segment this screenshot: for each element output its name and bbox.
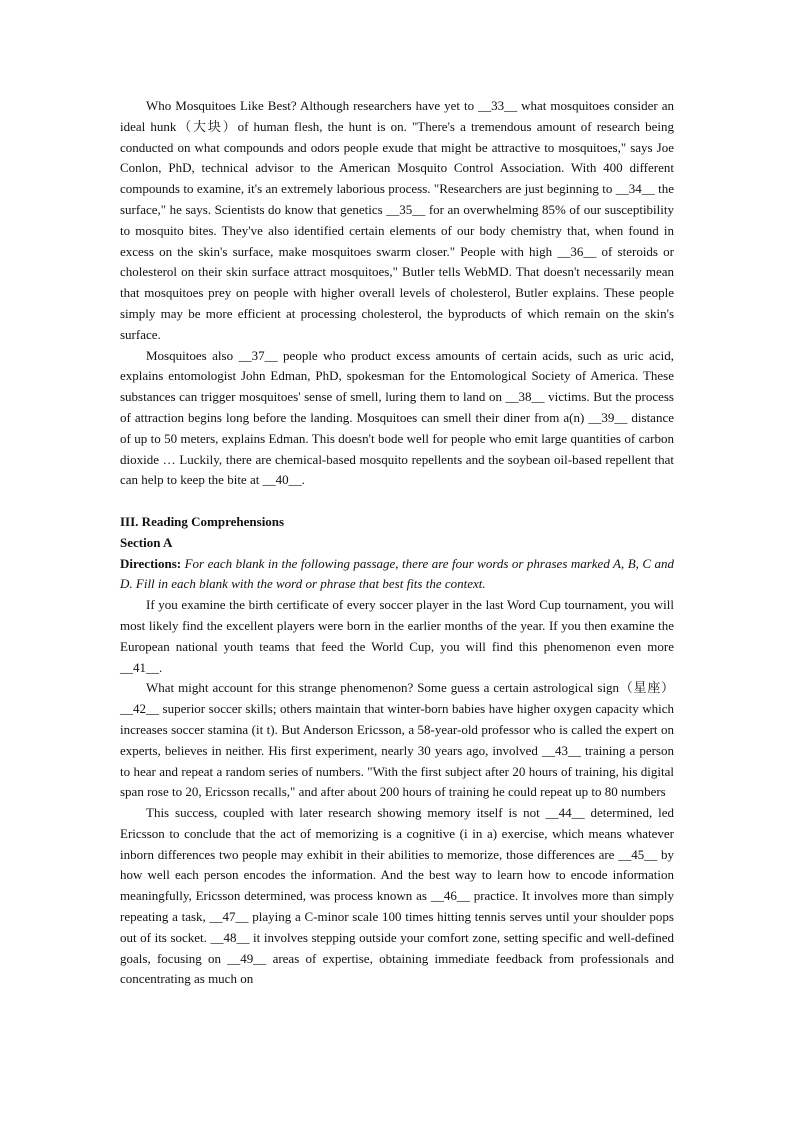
passage-a-paragraph-1: If you examine the birth certificate of every soccer player in the last Word Cup tournament, you will most likely find the excellent players were born in the earlier months of the year. If you then examine the European national youth teams that feed the World Cup, you will find this phenomenon even more __41__. bbox=[120, 597, 674, 675]
passage-a-paragraph-2: What might account for this strange phenomenon? Some guess a certain astrological sign（星座）__42__ superior soccer skills; others maintain that winter-born babies have higher oxygen capacity which increases soccer stamina (it t). But Anderson Ericsson, a 58-year-old professor who is called the expert on experts, believes in neither. His first experiment, nearly 30 years ago, involved __43__ training a person to hear and repeat a random series of numbers. "With the first subject after 20 hours of training, his digital span rose to 20, Ericsson recalls," and after about 200 hours of training he could repeat up to 80 numbers bbox=[120, 680, 674, 800]
cloze-paragraph-2: Mosquitoes also __37__ people who product excess amounts of certain acids, such as uric acid, explains entomologist John Edman, PhD, spokesman for the Entomological Society of America. These substances can trigger mosquitoes' sense of smell, luring them to land on __38__ victims. But the process of attraction begins long before the landing. Mosquitoes can smell their diner from a(n) __39__ distance of up to 50 meters, explains Edman. This doesn't bode well for people who emit large quantities of carbon dioxide … Luckily, there are chemical-based mosquito repellents and the soybean oil-based repellent that can help to keep the bite at __40__. bbox=[120, 347, 674, 488]
passage-a-paragraph-3: This success, coupled with later research showing memory itself is not __44__ determined, led Ericsson to conclude that the act of memorizing is a cognitive (i in a) exercise, which means whatever inborn differences two people may exhibit in their abilities to memorize, those differences are __45__ by how well each person encodes the information. And the best way to learn how to encode information meaningfully, Ericsson determined, was process known as __46__ practice. It involves more than simply repeating a task, __47__ playing a C-minor scale 100 times hitting tennis serves until your shoulder pops out of its socket. __48__ it involves stepping outside your comfort zone, setting specific and well-defined goals, focusing on __49__ areas of expertise, obtaining immediate feedback from professionals and concentrating as much on bbox=[120, 805, 674, 987]
directions-label: Directions: bbox=[120, 555, 182, 571]
document-page bbox=[120, 96, 674, 990]
subsection-heading: Section A bbox=[120, 534, 173, 550]
cloze-paragraph-1: Who Mosquitoes Like Best? Although researchers have yet to __33__ what mosquitoes consider an ideal hunk（大块）of human flesh, the hunt is on. "There's a tremendous amount of research being conducted on what compounds and odors people exude that might be attractive to mosquitoes," says Joe Conlon, PhD, technical advisor to the American Mosquito Control Association. With 400 different compounds to examine, it's an extremely laborious process. "Researchers are just beginning to __34__ the surface," he says. Scientists do know that genetics __35__ for an overwhelming 85% of our susceptibility to mosquito bites. They've also identified certain elements of our body chemistry that, when found in excess on the skin's surface, make mosquitoes swarm closer." People with high __36__ of steroids or cholesterol on their skin surface attract mosquitoes," Butler tells WebMD. That doesn't necessarily mean that mosquitoes prey on people with higher overall levels of cholesterol, Butler explains. These people simply may be more efficient at processing cholesterol, the byproducts of which remain on the skin's surface. bbox=[120, 98, 674, 342]
section-spacer bbox=[120, 491, 674, 512]
section-heading: III. Reading Comprehensions bbox=[120, 513, 285, 529]
directions-text: For each blank in the following passage, there are four words or phrases marked A, B, C and D. Fill in each blank with the word or phrase that best fits the context. bbox=[120, 555, 674, 592]
directions bbox=[120, 554, 674, 596]
